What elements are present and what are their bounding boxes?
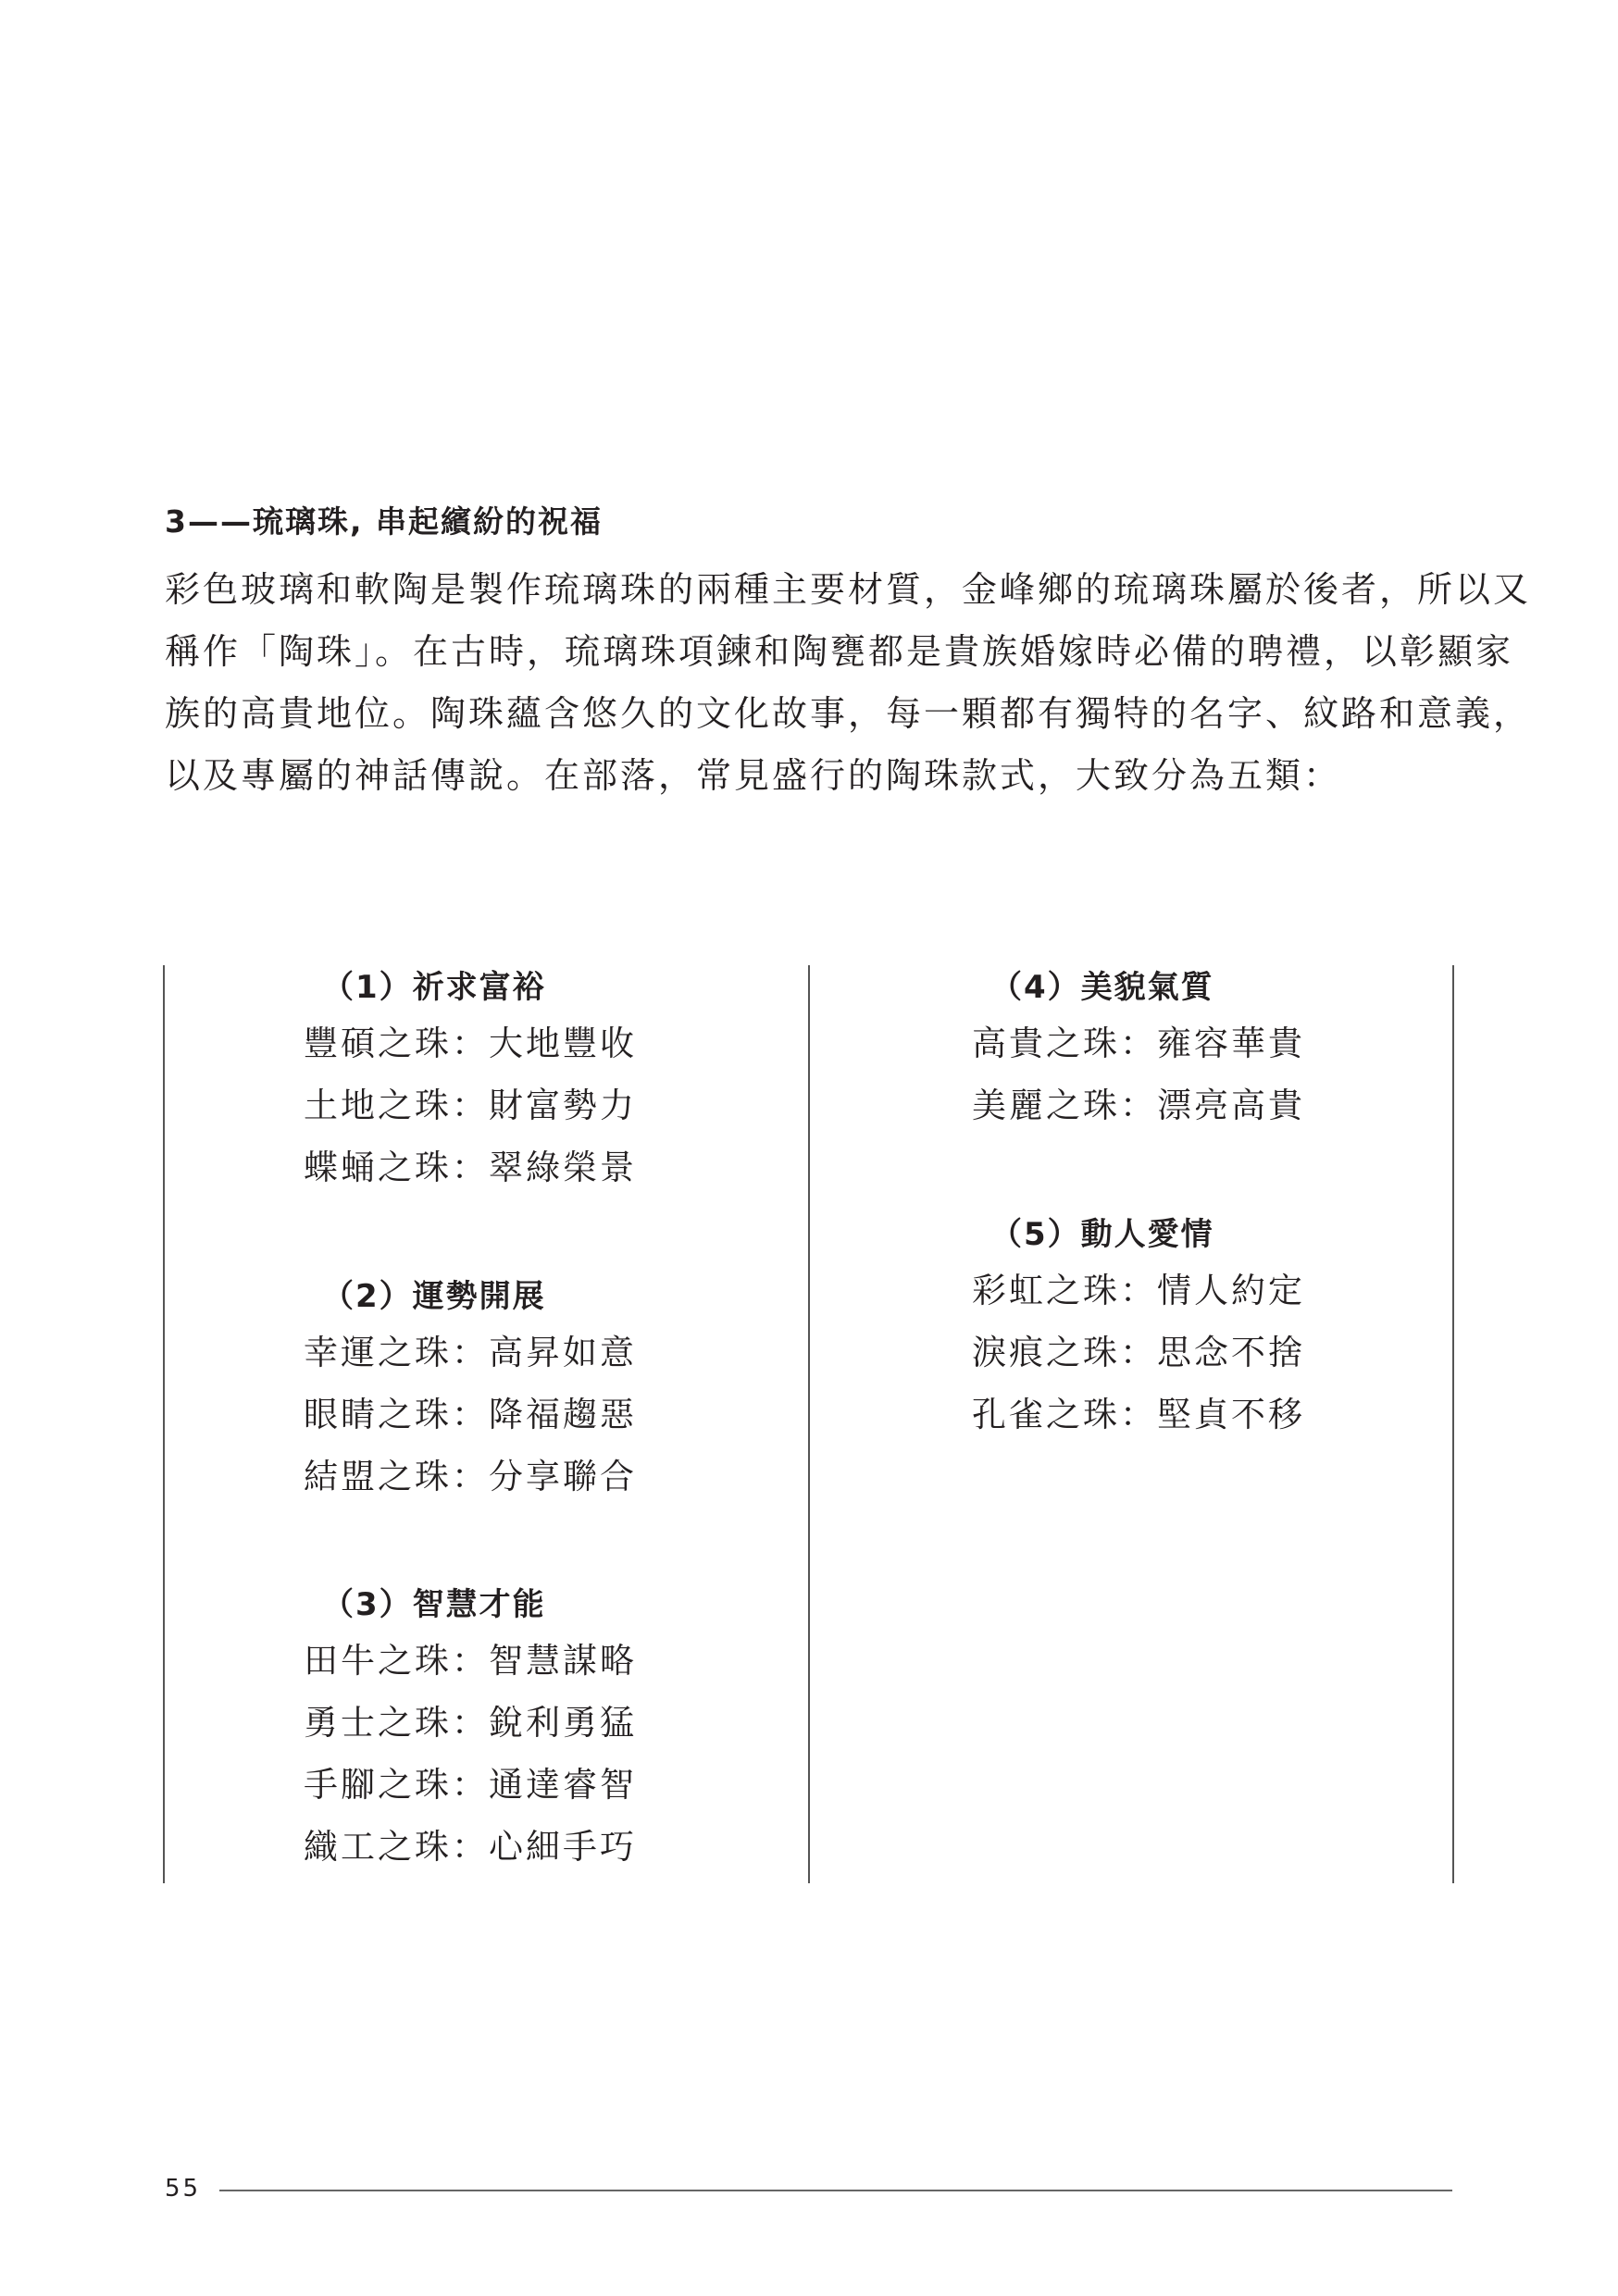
column-divider-left <box>163 965 165 1883</box>
intro-paragraph <box>165 559 1532 807</box>
bead-item: 土地之珠：財富勢力 <box>304 1086 637 1125</box>
bead-item: 勇士之珠：銳利勇猛 <box>304 1703 637 1743</box>
bead-item: 淚痕之珠：思念不捨 <box>972 1333 1305 1372</box>
bead-category-beauty <box>972 962 1305 1136</box>
intro-line: 以及專屬的神話傳說。在部落，常見盛行的陶珠款式，大致分為五類： <box>165 755 1342 796</box>
bead-category-love <box>972 1210 1305 1446</box>
bead-item: 豐碩之珠：大地豐收 <box>304 1024 637 1063</box>
page-number: 55 <box>165 2175 202 2203</box>
intro-line: 彩色玻璃和軟陶是製作琉璃珠的兩種主要材質，金峰鄉的琉璃珠屬於後者，所以又 <box>165 569 1532 610</box>
bead-item: 孔雀之珠：堅貞不移 <box>972 1395 1305 1434</box>
category-heading: （3）智慧才能 <box>322 1586 546 1623</box>
section-title: 3——琉璃珠, 串起繽紛的祝福 <box>165 503 603 540</box>
intro-line: 稱作「陶珠」。在古時，琉璃珠項鍊和陶甕都是貴族婚嫁時必備的聘禮，以彰顯家 <box>165 631 1514 672</box>
bead-item: 幸運之珠：高昇如意 <box>304 1333 637 1372</box>
column-divider-middle <box>808 965 810 1883</box>
category-heading: （4）美貌氣質 <box>990 969 1214 1006</box>
category-heading: （5）動人愛情 <box>990 1216 1214 1253</box>
bead-category-fortune <box>304 1272 637 1508</box>
column-divider-right <box>1452 965 1454 1883</box>
bead-item: 眼睛之珠：降福趨惡 <box>304 1395 637 1434</box>
bead-item: 手腳之珠：通達睿智 <box>304 1765 637 1805</box>
bead-category-wisdom <box>304 1580 637 1878</box>
bead-item: 田牛之珠：智慧謀略 <box>304 1641 637 1681</box>
bead-item: 彩虹之珠：情人約定 <box>972 1271 1305 1310</box>
footer-rule <box>219 2190 1452 2191</box>
category-heading: （2）運勢開展 <box>322 1278 546 1315</box>
bead-item: 美麗之珠：漂亮高貴 <box>972 1086 1305 1125</box>
bead-item: 織工之珠：心細手巧 <box>304 1827 637 1867</box>
bead-item: 蝶蛹之珠：翠綠榮景 <box>304 1148 637 1187</box>
intro-line: 族的高貴地位。陶珠蘊含悠久的文化故事，每一顆都有獨特的名字、紋路和意義， <box>165 693 1532 734</box>
category-heading: （1）祈求富裕 <box>322 969 546 1006</box>
bead-item: 結盟之珠：分享聯合 <box>304 1457 637 1496</box>
bead-item: 高貴之珠：雍容華貴 <box>972 1024 1305 1063</box>
bead-category-wealth <box>304 962 637 1198</box>
